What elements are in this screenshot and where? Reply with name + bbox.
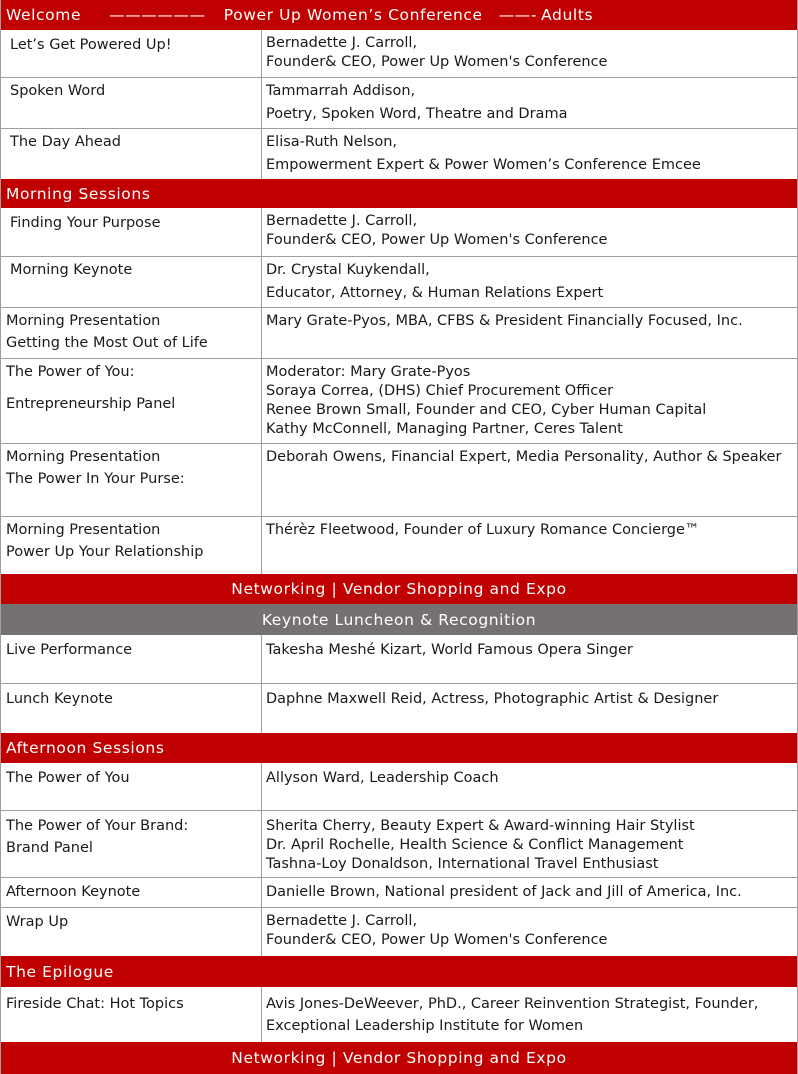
session-name: Spoken Word: [10, 83, 106, 99]
speaker-cell: [262, 444, 798, 517]
agenda-row: [0, 763, 798, 811]
table-border-left: [0, 0, 1, 1074]
speaker-cell: [262, 129, 798, 179]
speaker-line: Bernadette J. Carroll,: [266, 35, 418, 51]
speaker-line: Kathy McConnell, Managing Partner, Ceres Talent: [266, 421, 623, 437]
speaker-line: Founder& CEO, Power Up Women's Conference: [266, 54, 608, 70]
session-cell: [0, 444, 262, 517]
speaker-line: Mary Grate-Pyos, MBA, CFBS & President Financially Focused, Inc.: [266, 313, 743, 329]
session-cell: [0, 78, 262, 129]
speaker-line: Allyson Ward, Leadership Coach: [266, 770, 499, 786]
speaker-line: Exceptional Leadership Institute for Women: [266, 1018, 584, 1034]
speaker-cell: [262, 908, 798, 956]
header-dashes-left: ——————: [109, 6, 206, 24]
speaker-cell: [262, 811, 798, 878]
agenda-row: [0, 129, 798, 179]
agenda-row: [0, 257, 798, 308]
agenda-row: [0, 684, 798, 733]
session-name: Morning Presentation: [6, 313, 161, 329]
speaker-line: Danielle Brown, National president of Jack and Jill of America, Inc.: [266, 884, 742, 900]
column-divider: [261, 987, 262, 1042]
session-cell: [0, 635, 262, 684]
welcome-label: Welcome: [6, 6, 82, 24]
agenda-row: [0, 30, 798, 78]
agenda-row: [0, 517, 798, 574]
speaker-cell: [262, 878, 798, 908]
column-divider: [261, 635, 262, 733]
session-subtitle: The Power In Your Purse:: [6, 471, 185, 487]
session-name: The Power of Your Brand:: [6, 818, 189, 834]
luncheon-band: [0, 604, 798, 635]
speaker-cell: [262, 517, 798, 574]
session-name: Lunch Keynote: [6, 691, 113, 707]
speaker-cell: [262, 257, 798, 308]
speaker-line: Empowerment Expert & Power Women’s Conference Emcee: [266, 157, 701, 173]
speaker-line: Sherita Cherry, Beauty Expert & Award-winning Hair Stylist: [266, 818, 695, 834]
speaker-cell: [262, 78, 798, 129]
speaker-cell: [262, 987, 798, 1042]
session-subtitle: Power Up Your Relationship: [6, 544, 204, 560]
agenda-row: [0, 444, 798, 517]
speaker-line: Tammarrah Addison,: [266, 83, 416, 99]
agenda-row: [0, 78, 798, 129]
speaker-line: Dr. Crystal Kuykendall,: [266, 262, 430, 278]
session-name: Wrap Up: [6, 914, 69, 930]
session-name: The Power of You:: [6, 364, 135, 380]
column-divider: [261, 763, 262, 956]
speaker-line: Dr. April Rochelle, Health Science & Conflict Management: [266, 837, 684, 853]
morning-sessions-band: [0, 179, 798, 208]
networking-band: [0, 574, 798, 604]
speaker-cell: [262, 30, 798, 78]
speaker-line: Thérèz Fleetwood, Founder of Luxury Romance Concierge™: [266, 522, 700, 538]
agenda-row: [0, 987, 798, 1042]
speaker-line: Soraya Correa, (DHS) Chief Procurement Officer: [266, 383, 614, 399]
session-cell: [0, 987, 262, 1042]
speaker-line: Founder& CEO, Power Up Women's Conference: [266, 232, 608, 248]
speaker-line: Bernadette J. Carroll,: [266, 913, 418, 929]
afternoon-sessions-band: [0, 733, 798, 763]
header-dashes-right: ——-: [498, 6, 538, 24]
speaker-line: Avis Jones-DeWeever, PhD., Career Reinvention Strategist, Founder,: [266, 996, 759, 1012]
conference-title: Power Up Women’s Conference: [223, 6, 483, 24]
speaker-line: Bernadette J. Carroll,: [266, 213, 418, 229]
session-name: The Power of You: [6, 770, 130, 786]
session-cell: [0, 257, 262, 308]
speaker-line: Daphne Maxwell Reid, Actress, Photographic Artist & Designer: [266, 691, 719, 707]
row-divider: [0, 128, 798, 129]
afternoon-sessions-title: Afternoon Sessions: [6, 739, 165, 757]
session-cell: [0, 763, 262, 811]
row-divider: [0, 516, 798, 517]
speaker-line: Poetry, Spoken Word, Theatre and Drama: [266, 106, 568, 122]
speaker-line: Deborah Owens, Financial Expert, Media Personality, Author & Speaker: [266, 449, 782, 465]
speaker-line: Renee Brown Small, Founder and CEO, Cyber Human Capital: [266, 402, 707, 418]
row-divider: [0, 77, 798, 78]
agenda-row: [0, 208, 798, 257]
session-cell: [0, 517, 262, 574]
row-divider: [0, 683, 798, 684]
speaker-cell: [262, 635, 798, 684]
row-divider: [0, 810, 798, 811]
session-cell: [0, 30, 262, 78]
row-divider: [0, 443, 798, 444]
session-name: Morning Keynote: [10, 262, 133, 278]
speaker-cell: [262, 308, 798, 359]
session-name: Finding Your Purpose: [10, 215, 161, 231]
session-cell: [0, 129, 262, 179]
agenda-row: [0, 308, 798, 359]
epilogue-band: [0, 956, 798, 987]
session-subtitle: Getting the Most Out of Life: [6, 335, 208, 351]
audience-label: Adults: [541, 6, 594, 24]
agenda-row: [0, 635, 798, 684]
session-cell: [0, 359, 262, 444]
speaker-line: Moderator: Mary Grate-Pyos: [266, 364, 471, 380]
speaker-line: Tashna-Loy Donaldson, International Travel Enthusiast: [266, 856, 659, 872]
agenda-row: [0, 878, 798, 908]
row-divider: [0, 877, 798, 878]
row-divider: [0, 907, 798, 908]
session-subtitle: Entrepreneurship Panel: [6, 396, 176, 412]
speaker-line: Educator, Attorney, & Human Relations Expert: [266, 285, 604, 301]
session-subtitle: Brand Panel: [6, 840, 93, 856]
row-divider: [0, 358, 798, 359]
session-cell: [0, 908, 262, 956]
session-name: Afternoon Keynote: [6, 884, 141, 900]
speaker-cell: [262, 359, 798, 444]
morning-sessions-title: Morning Sessions: [6, 184, 151, 203]
session-name: Morning Presentation: [6, 522, 161, 538]
welcome-header-band: [0, 0, 798, 30]
session-name: Live Performance: [6, 642, 133, 658]
session-name: Let’s Get Powered Up!: [10, 37, 172, 53]
speaker-line: Takesha Meshé Kizart, World Famous Opera Singer: [266, 642, 633, 658]
luncheon-title: Keynote Luncheon & Recognition: [261, 610, 537, 629]
row-divider: [0, 307, 798, 308]
session-name: The Day Ahead: [10, 134, 121, 150]
session-cell: [0, 878, 262, 908]
session-cell: [0, 208, 262, 257]
speaker-line: Elisa-Ruth Nelson,: [266, 134, 398, 150]
session-cell: [0, 811, 262, 878]
speaker-line: Founder& CEO, Power Up Women's Conference: [266, 932, 608, 948]
speaker-cell: [262, 684, 798, 733]
speaker-cell: [262, 763, 798, 811]
session-name: Morning Presentation: [6, 449, 161, 465]
column-divider: [261, 30, 262, 179]
speaker-cell: [262, 208, 798, 257]
column-divider: [261, 208, 262, 574]
session-cell: [0, 308, 262, 359]
row-divider: [0, 256, 798, 257]
networking-label: Networking | Vendor Shopping and Expo: [231, 580, 567, 598]
session-name: Fireside Chat: Hot Topics: [6, 996, 184, 1012]
networking-band: [0, 1042, 798, 1074]
session-cell: [0, 684, 262, 733]
epilogue-title: The Epilogue: [6, 962, 114, 981]
networking-label: Networking | Vendor Shopping and Expo: [231, 1049, 567, 1067]
agenda-row: [0, 811, 798, 878]
agenda-row: [0, 908, 798, 956]
agenda-row: [0, 359, 798, 444]
